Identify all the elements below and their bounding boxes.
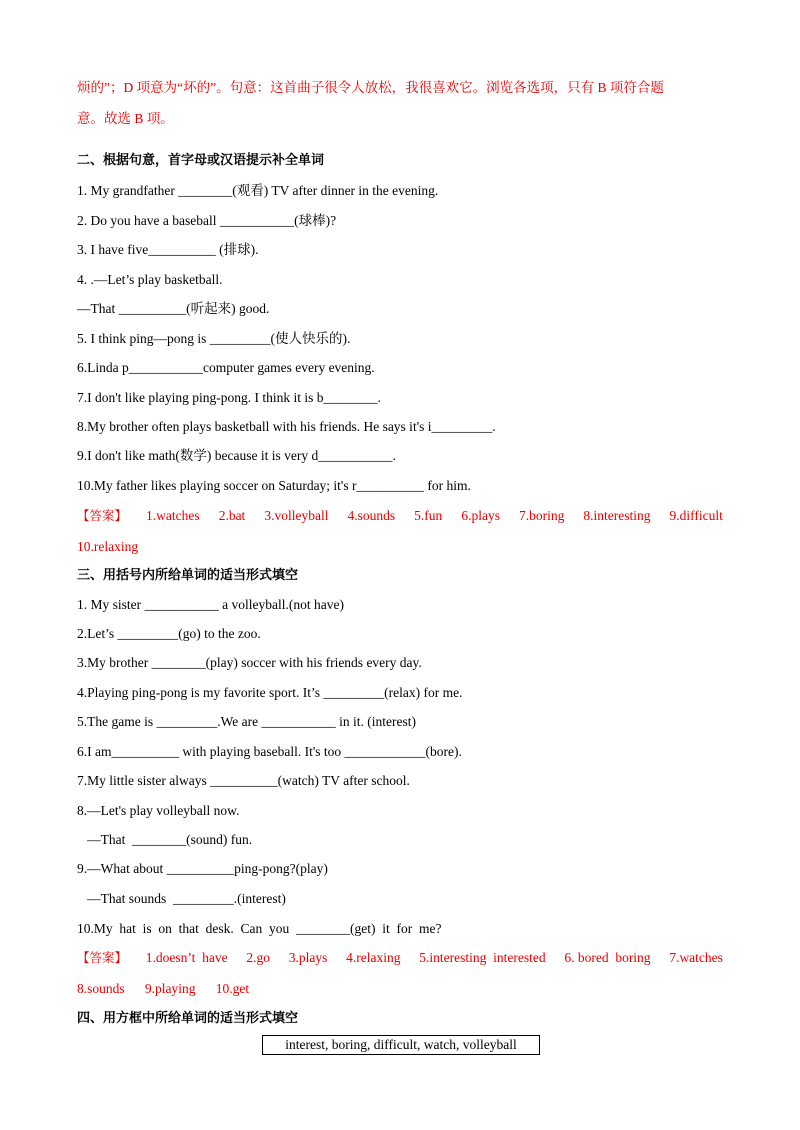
s3-answer-line-2: 8.sounds 9.playing 10.get — [77, 981, 250, 996]
intro-line-1: 烦的”；D 项意为“坏的”。句意：这首曲子很令人放松，我很喜欢它。浏览各选项，只有 B 项符合题 — [77, 80, 664, 95]
s2-answer-line-2: 10.relaxing — [77, 539, 139, 554]
s2-answer: 1.watches — [146, 508, 200, 523]
s2-item-10: 10.My father likes playing soccer on Saturday; it's r__________ for him. — [77, 478, 471, 493]
s3-item-4: 4.Playing ping-pong is my favorite sport. It’s _________(relax) for me. — [77, 685, 463, 700]
s2-answer: 5.fun — [414, 508, 443, 523]
word-box: interest, boring, difficult, watch, volleyball — [262, 1035, 540, 1055]
s2-item-9: 9.I don't like math(数学) because it is very d___________. — [77, 448, 396, 463]
answer-tag: 【答案】 — [77, 508, 128, 523]
s3-item-3: 3.My brother ________(play) soccer with his friends every day. — [77, 655, 422, 670]
s3-item-2: 2.Let’s _________(go) to the zoo. — [77, 626, 261, 641]
s3-answer: 6. bored boring — [564, 950, 651, 965]
s3-item-6: 6.I am__________ with playing baseball. It's too ____________(bore). — [77, 744, 462, 759]
s2-answer: 9.difficult — [669, 508, 723, 523]
s3-item-7: 7.My little sister always __________(watch) TV after school. — [77, 773, 410, 788]
s3-item-9: 9.—What about __________ping-pong?(play) — [77, 861, 328, 876]
s2-item-5: 5. I think ping—pong is _________(使人快乐的). — [77, 331, 351, 346]
s2-answer: 8.interesting — [583, 508, 651, 523]
s2-answer: 7.boring — [518, 508, 565, 523]
s3-item-10: 10.My hat is on that desk. Can you ________(get) it for me? — [77, 921, 442, 936]
s3-answer-line-1 — [77, 949, 723, 967]
s2-item-8: 8.My brother often plays basketball with his friends. He says it's i_________. — [77, 419, 496, 434]
s3-item-9-reply: —That sounds _________.(interest) — [77, 891, 286, 906]
s3-item-5: 5.The game is _________.We are ___________ in it. (interest) — [77, 714, 416, 729]
s3-answer: 5.interesting interested — [419, 950, 546, 965]
section-3-heading: 三、用括号内所给单词的适当形式填空 — [77, 568, 299, 583]
s3-answer: 7.watches — [669, 950, 723, 965]
answer-tag: 【答案】 — [77, 950, 128, 965]
s2-answer: 2.bat — [218, 508, 246, 523]
section-4-heading: 四、用方框中所给单词的适当形式填空 — [77, 1011, 299, 1026]
s2-item-4-reply: —That __________(听起来) good. — [77, 301, 270, 316]
intro-line-2: 意。故选 B 项。 — [77, 111, 174, 126]
s2-item-7: 7.I don't like playing ping-pong. I think it is b________. — [77, 390, 381, 405]
s2-item-6: 6.Linda p___________computer games every evening. — [77, 360, 375, 375]
s2-item-2: 2. Do you have a baseball ___________(球棒)? — [77, 213, 337, 228]
s2-answer: 4.sounds — [347, 508, 396, 523]
s3-answer: 1.doesn’t have — [145, 950, 228, 965]
s3-item-8: 8.—Let's play volleyball now. — [77, 803, 240, 818]
s2-item-1: 1. My grandfather ________(观看) TV after dinner in the evening. — [77, 183, 439, 198]
s2-item-3: 3. I have five__________ (排球). — [77, 242, 259, 257]
s3-answer: 3.plays — [288, 950, 328, 965]
s3-item-8-reply: —That ________(sound) fun. — [77, 832, 253, 847]
s3-item-1: 1. My sister ___________ a volleyball.(not have) — [77, 597, 344, 612]
s2-item-4: 4. .—Let’s play basketball. — [77, 272, 223, 287]
s2-answer-line-1 — [77, 507, 723, 525]
s3-answer: 4.relaxing — [346, 950, 401, 965]
s3-answer: 2.go — [246, 950, 270, 965]
s2-answer: 6.plays — [461, 508, 500, 523]
s2-answer: 3.volleyball — [264, 508, 329, 523]
section-2-heading: 二、根据句意，首字母或汉语提示补全单词 — [77, 153, 325, 168]
